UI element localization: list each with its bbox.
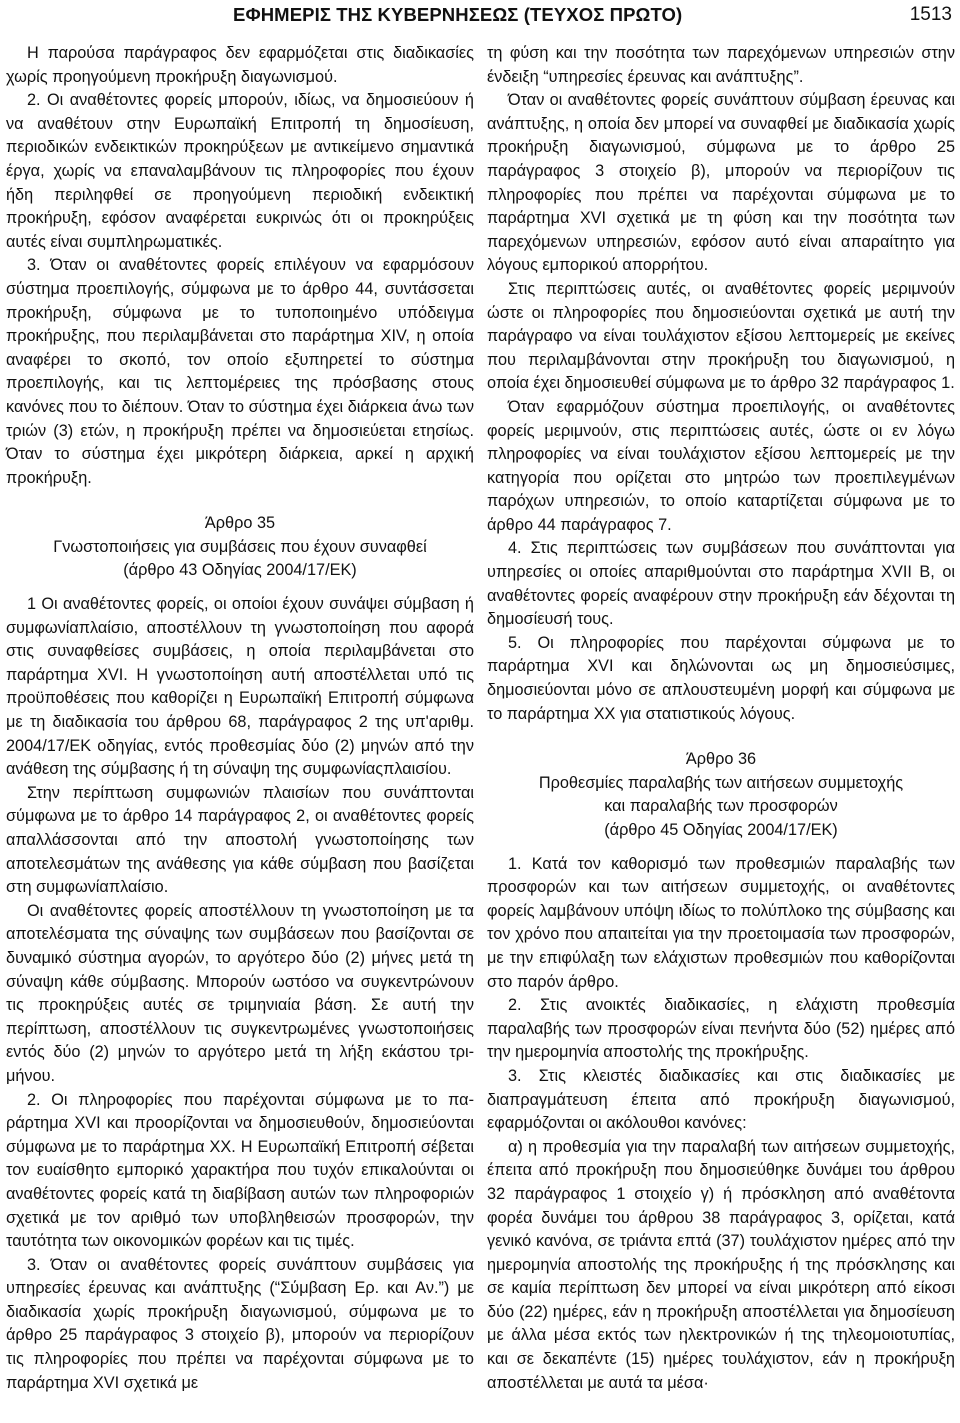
article-subtitle: (άρθρο 43 Οδηγίας 2004/17/ΕΚ) [123,561,357,580]
paragraph: τη φύση και την ποσότητα των παρεχόμενων υπηρεσιών στην ένδειξη “υπηρεσίες έρευνας και ανάπτυξης”. [487,44,955,86]
gazette-title: ΕΦΗΜΕΡΙΣ ΤΗΣ ΚΥΒΕΡΝΗΣΕΩΣ (ΤΕΥΧΟΣ ΠΡΩΤΟ) [233,4,683,25]
paragraph: 2. Στις ανοικτές διαδικασίες, η ελάχιστη προθεσμία παραλαβής των προσφορών είναι πενήντα δύο (52) ημέρες από την ημερομηνία αποστολής της προκήρυξης. [487,996,955,1062]
paragraph: 1. Κατά τον καθορισμό των προθεσμιών παραλαβής των προσφορών και των αιτήσεων συμμετοχής, οι αναθέτοντες φορείς λαμβάνουν υπόψη ιδίως το πολύπλοκο της σύμβασης και τον χρόνο που απαιτείται για την προετοιμασία των προσφορών, με την επιφύλαξη των ελάχιστων προθεσμιών που καθορίζονται στο παρόν άρθρο. [487,854,955,991]
paragraph: α) η προθεσμία για την παραλαβή των αιτήσεων συμμετοχής, έπειτα από προκήρυξη που δημοσιεύθηκε δυνάμει του άρθρου 32 παράγραφος 1 στοιχείο γ) ή πρόσκληση από αναθέτοντα φορέα δυνάμει του άρθρου 38 παράγραφος 3, ορίζεται, κατά γενικό κανόνα, σε τριάντα επτά (37) τουλάχιστον ημέρες από την ημερομηνία αποστολής της προκήρυξης ή της πρόσκλησης και σε καμία περίπτωση δεν μπορεί να είναι μικρότερη από είκοσι δύο (22) ημέρες, εάν η προκήρυξη αποστέλλεται για δημοσίευση με άλλα μέσα εκτός των ηλεκτρονικών ή της τηλεομοιοτυπίας, και σε δεκαπέντε (15) ημέρες τουλάχιστον, εάν η προκήρυξη αποστέλλεται με αυτά τα μέσα· [487,1137,955,1392]
article-subtitle: Γνωστοποιήσεις για συμβάσεις που έχουν συναφθεί [53,537,427,556]
paragraph: 2. Οι πληροφορίες που παρέχονται σύμφωνα με το παράρτημα XVI και προορίζονται να δημοσιευθούν, δημοσιεύονται σύμφωνα με το παράρτημα XX. Η Ευρωπαϊκή Επιτροπή σέβεται τον ευαίσθητο εμπορικό χαρακτήρα που τυχόν επικαλούνται οι αναθέτοντες φορείς κατά τη διαβίβαση αυτών των πληροφοριών σχετικά με τον αριθμό των υποβληθεισών προσφορών, την ταυτότητα των οικονομικών φορέων και τις τιμές. [6,1090,474,1251]
paragraph: Όταν οι αναθέτοντες φορείς συνάπτουν σύμβαση έρευνας και ανάπτυξης, η οποία δεν μπορεί να συναφθεί με διαδικασία χωρίς προκήρυξη διαγωνισμού, σύμφωνα με το άρθρο 25 παράγραφος 3 στοιχείο β), μπορούν να περιορίζουν τις πληροφορίες που πρέπει να παρέχονται σύμφωνα με το παράρτημα XVI σχετικά με τη φύση και την ποσότητα των παρεχόμενων υπηρεσιών, εφόσον αυτό είναι απαραίτητο για λόγους εμπορικού απορρήτου. [487,91,955,275]
paragraph: 3. Όταν οι αναθέτοντες φορείς επιλέγουν να εφαρμόσουν σύστημα προεπιλογής, σύμφωνα με το άρθρο 44, συντάσσεται προκήρυξη, σύμφωνα με το τυποποιημένο υπόδειγμα προκήρυξης, που περιλαμβάνεται στο παράρτημα XIV, η οποία αναφέρει το σκοπό, τον οποίο εξυπηρετεί το σύστημα προεπιλογής, και τις λεπτομέρειες της πρόσβασης στους κανόνες που το διέπουν. Όταν το σύστημα έχει διάρκεια άνω των τριών (3) ετών, η προκήρυξη πρέπει να δημοσιεύεται ετησίως. Όταν το σύστημα έχει μικρότερη διάρκεια, αρκεί η αρχική προκήρυξη. [6,256,474,487]
page-number: 1513 [909,4,952,25]
paragraph: Στην περίπτωση συμφωνιών πλαισίων που συνάπτονται σύμφωνα με το άρθρο 14 παράγραφος 2, οι αναθέτοντες φορείς απαλλάσσονται από την αποστολή γνωστοποίησης των αποτελεσμάτων της ανάθεσης για κάθε σύμβαση που βασίζεται στη συμφωνίαπλαίσιο. [6,783,474,897]
paragraph: 4. Στις περιπτώσεις των συμβάσεων που συνάπτονται για υπηρεσίες οι οποίες απαριθμούνται στο παράρτημα XVII Β, οι αναθέτοντες φορείς αναφέρουν στην προκήρυξη εάν δέχονται τη δημοσίευσή τους. [487,539,955,629]
paragraph: 1 Οι αναθέτοντες φορείς, οι οποίοι έχουν συνάψει σύμβαση ή συμφωνίαπλαίσιο, αποστέλλουν τη γνωστοποίηση που αφορά στις συναφθείσες συμβάσεις, η οποία περιλαμβάνεται στο παράρτημα XVI. Η γνωστοποίηση αυτή αποστέλλεται υπό τις προϋποθέσεις που καθορίζει η Ευρωπαϊκή Επιτροπή σύμφωνα με τη διαδικασία του άρθρου 68, παράγραφος 2 της υπ'αριθμ. 2004/17/ΕΚ οδηγίας, εντός προθεσμίας δύο (2) μηνών από την ανάθεση της σύμβασης ή τη σύναψη της συμφωνίαςπλαισίου. [6,595,474,779]
paragraph: Όταν εφαρμόζουν σύστημα προεπιλογής, οι αναθέτοντες φορείς μεριμνούν, στις περιπτώσεις αυτές, ώστε οι εν λόγω πληροφορίες να είναι τουλάχιστον εξίσου λεπτομερείς με την κατηγορία που ορίζεται στο μητρώο των προεπιλεγμένων παρόχων υπηρεσιών, το οποίο καταρτίζεται σύμφωνα με το άρθρο 44 παράγραφος 7. [487,397,955,534]
paragraph: 3. Όταν οι αναθέτοντες φορείς συνάπτουν συμβάσεις για υπηρεσίες έρευνας και ανάπτυξης (“Σύμβαση Ερ. και Αν.”) με διαδικασία χωρίς προκήρυξη διαγωνισμού, σύμφωνα με το άρθρο 25 παράγραφος 3 στοιχείο β), μπορούν να περιορίζουν τις πληροφορίες που πρέπει να παρέχονται σύμφωνα με το παράρτημα XVI σχετικά με [6,1255,474,1392]
article-title: Άρθρο 36 [685,750,757,769]
right-column [487,42,955,1395]
paragraph: Στις περιπτώσεις αυτές, οι αναθέτοντες φορείς μεριμνούν ώστε οι πληροφορίες που δημοσιεύονται σχετικά με αυτή την παράγραφο να είναι τουλάχιστον εξίσου λεπτομερείς με εκείνες που περιλαμβάνονται στην προκήρυξη του διαγωνισμού, η οποία έχει δημοσιευθεί σύμφωνα με το άρθρο 32 παράγραφος 1. [487,279,955,393]
paragraph: 3. Στις κλειστές διαδικασίες και στις διαδικασίες με διαπραγμάτευση έπειτα από προκήρυξη διαγωνισμού, εφαρμόζονται οι ακόλουθοι κανόνες: [487,1066,955,1133]
article-subtitle: (άρθρο 45 Οδηγίας 2004/17/ΕΚ) [604,821,838,839]
article-subtitle: Προθεσμίες παραλαβής των αιτήσεων συμμετοχής [538,773,904,792]
article-title: Άρθρο 35 [204,514,276,533]
paragraph: 5. Οι πληροφορίες που παρέχονται σύμφωνα με το παράρτημα XVI και δηλώνονται ως μη δημοσιεύσιμες, δημοσιεύονται μόνο σε απλουστευμένη μορφή και σύμφωνα με το παράρτημα XX για στατιστικούς λόγους. [487,633,955,723]
left-column [6,42,474,1395]
paragraph: Οι αναθέτοντες φορείς αποστέλλουν τη γνωστοποίηση με τα αποτελέσματα της σύναψης των συμβάσεων που βασίζονται σε δυναμικό σύστημα αγορών, το αργότερο δύο (2) μήνες μετά τη σύναψη κάθε σύμβασης. Μπορούν ωστόσο να συγκεντρώνουν τις προκηρύξεις αυτές σε τριμηνιαία βάση. Σε αυτή την περίπτωση, αποστέλλουν τις συγκεντρωμένες γνωστοποιήσεις εντός δύο (2) μηνών το αργότερο μετά τη λήξη εκάστου τριμήνου. [6,901,474,1085]
article-subtitle: και παραλαβής των προσφορών [604,797,838,816]
paragraph: 2. Οι αναθέτοντες φορείς μπορούν, ιδίως, να δημοσιεύουν ή να αναθέτουν στην Ευρωπαϊκή Επιτροπή τη δημοσίευση, περιοδικών ενδεικτικών προκηρύξεων με αντικείμενο σημαντικά έργα, χωρίς να επαναλαμβάνουν τις πληροφορίες που έχουν ήδη περιληφθεί σε προηγούμενη περιοδική ενδεικτική προκήρυξη, εφόσον αναφέρεται ευκρινώς ότι οι προκηρύξεις αυτές είναι συμπληρωματικές. [6,91,474,251]
paragraph: Η παρούσα παράγραφος δεν εφαρμόζεται στις διαδικασίες χωρίς προηγούμενη προκήρυξη διαγωνισμού. [6,44,474,86]
page-header [0,2,960,30]
